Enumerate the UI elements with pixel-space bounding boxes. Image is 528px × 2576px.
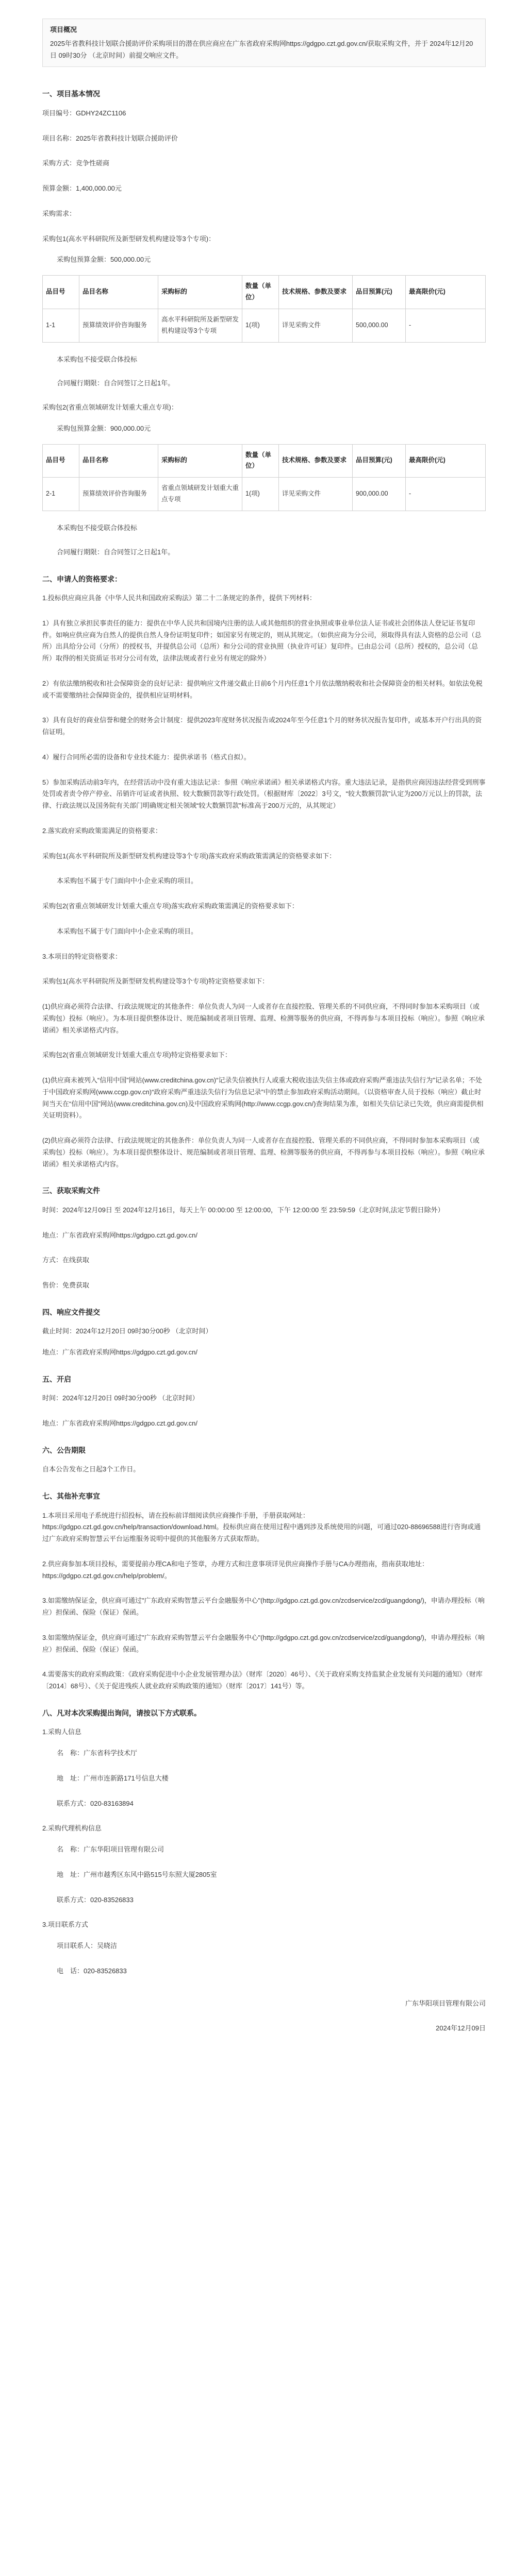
section-notice-period-heading: 六、公告期限 bbox=[42, 1446, 86, 1454]
qualification-p8: 采购包1(高水平科研院所及新型研发机构建设等3个专项)落实政府采购政策需满足的资格要求如下： bbox=[42, 852, 336, 860]
table-header-row bbox=[43, 276, 486, 309]
cell-quantity: 1(项) bbox=[242, 478, 279, 511]
package2-budget: 采购包预算金额：900,000.00元 bbox=[57, 424, 151, 432]
col-item-no: 品目号 bbox=[43, 276, 79, 309]
obtain-price: 售价：免费获取 bbox=[42, 1281, 90, 1289]
package2-table bbox=[42, 444, 486, 512]
cell-budget: 900,000.00 bbox=[353, 478, 406, 511]
section-basic-info-heading: 一、项目基本情况 bbox=[42, 90, 100, 98]
col-spec: 技术规格、参数及要求 bbox=[279, 276, 353, 309]
qualification-p2: 1）具有独立承担民事责任的能力：提供在中华人民共和国境内注册的法人或其他组织的营业执照或事业单位法人证书或社会团体法人登记证书复印件。如响应供应商为自然人的提供自然人身份证明复印件；如国家另有规定的，则从其规定。（如供应商为分公司，须取得具有法人资格的总公司（总所）出具给分公司（分所）的授权书，并提供总公司（总所）和分公司的营业执照（执业许可证）复印件。已由总公司（总所）授权的，总公司（总所）取得的相关资质证书对分公司有效，法律法规或者行业另有规定的除外） bbox=[42, 619, 482, 662]
col-item-name: 品目名称 bbox=[79, 276, 158, 309]
cell-spec: 详见采购文件 bbox=[279, 309, 353, 342]
section-qualification-heading: 二、申请人的资格要求： bbox=[42, 574, 122, 583]
project-contact-title: 3.项目联系方式 bbox=[42, 1921, 88, 1929]
buyer-address: 地 址：广州市连新路171号信息大楼 bbox=[57, 1774, 169, 1782]
package2-no-consortium: 本采购包不接受联合体投标 bbox=[57, 524, 138, 532]
col-item-no: 品目号 bbox=[43, 444, 79, 478]
submission-place: 地点：广东省政府采购网https://gdgpo.czt.gd.gov.cn/ bbox=[42, 1348, 198, 1356]
obtain-place: 地点：广东省政府采购网https://gdgpo.czt.gd.gov.cn/ bbox=[42, 1231, 198, 1239]
buyer-name: 名 称：广东省科学技术厅 bbox=[57, 1749, 138, 1757]
package1-budget: 采购包预算金额：500,000.00元 bbox=[57, 256, 151, 264]
package2-title: 采购包2(省重点领域研发计划重大重点专项)： bbox=[42, 403, 178, 411]
notice-period-text: 自本公告发布之日起3个工作日。 bbox=[42, 1465, 140, 1473]
agent-title: 2.采购代理机构信息 bbox=[42, 1824, 102, 1833]
package1-title: 采购包1(高水平科研院所及新型研发机构建设等3个专项)： bbox=[42, 234, 216, 243]
cell-target: 省重点领域研发计划重大重点专项 bbox=[158, 478, 242, 511]
col-item-name: 品目名称 bbox=[79, 444, 158, 478]
col-budget: 品目预算(元) bbox=[353, 444, 406, 478]
cell-max-price: - bbox=[406, 309, 486, 342]
qualification-p13: 采购包1(高水平科研院所及新型研发机构建设等3个专项)特定资格要求如下： bbox=[42, 977, 269, 986]
overview-text: 2025年省教科技计划联合援助评价采购项目的潜在供应商应在广东省政府采购网https://gdgpo.czt.gd.gov.cn/获取采购文件，并于 2024年12月20日 09时30分 （北京时间）前提交响应文件。 bbox=[50, 39, 473, 59]
qualification-p16: (1)供应商未被列入“信用中国”网站(www.creditchina.gov.cn)“记录失信被执行人或重大税收违法失信主体或政府采购严重违法失信行为”记录名单；不处于中国政府采购网(www.ccgp.gov.cn)“政府采购严重违法失信行为信息记录”中的禁止参加政府采购活动期间。（以资格审查人员于投标（响应）截止时间当天在“信用中国”网站(www.creditchina.gov.cn)及中国政府采购网(http://www.ccgp.gov.cn/)查询结果为准，如相关失信记录已失效，供应商需提供相关证明资料）。 bbox=[42, 1076, 484, 1120]
procurement-requirements: 采购需求： bbox=[42, 209, 76, 217]
package1-no-consortium: 本采购包不接受联合体投标 bbox=[57, 355, 138, 363]
project-contact-person: 项目联系人：吴晓洁 bbox=[57, 1942, 118, 1950]
budget-amount: 预算金额：1,400,000.00元 bbox=[42, 184, 122, 192]
buyer-phone: 联系方式：020-83163894 bbox=[57, 1799, 134, 1807]
qualification-p1: 1.投标供应商应具备《中华人民共和国政府采购法》第二十二条规定的条件，提供下列材料： bbox=[42, 594, 316, 602]
table-row bbox=[43, 478, 486, 511]
procurement-method: 采购方式：竞争性磋商 bbox=[42, 159, 110, 167]
obtain-way: 方式：在线获取 bbox=[42, 1256, 90, 1264]
project-number: 项目编号：GDHY24ZC1106 bbox=[42, 109, 126, 117]
project-contact-phone: 电 话：020-83526833 bbox=[57, 1967, 127, 1975]
qualification-p7: 2.落实政府采购政策需满足的资格要求： bbox=[42, 826, 162, 835]
col-budget: 品目预算(元) bbox=[353, 276, 406, 309]
buyer-title: 1.采购人信息 bbox=[42, 1728, 81, 1736]
col-spec: 技术规格、参数及要求 bbox=[279, 444, 353, 478]
cell-item-name: 预算绩效评价咨询服务 bbox=[79, 478, 158, 511]
footer-date: 2024年12月09日 bbox=[436, 2024, 486, 2032]
agent-address: 地 址：广州市越秀区东风中路515号东照大厦2805室 bbox=[57, 1870, 217, 1878]
section-contact-heading: 八、凡对本次采购提出询问，请按以下方式联系。 bbox=[42, 1708, 201, 1717]
qualification-p10: 采购包2(省重点领域研发计划重大重点专项)落实政府采购政策需满足的资格要求如下： bbox=[42, 902, 299, 910]
package1-contract-term: 合同履行期限：自合同签订之日起1年。 bbox=[57, 379, 175, 387]
qualification-p3: 2）有依法缴纳税收和社会保障资金的良好记录：提供响应文件递交截止日前6个月内任意1个月依法缴纳税收和社会保障资金的相关材料。如依法免税或不需要缴纳社会保障资金的，提供相应证明材料。 bbox=[42, 679, 483, 699]
qualification-p9: 本采购包不属于专门面向中小企业采购的项目。 bbox=[57, 877, 198, 885]
cell-item-no: 2-1 bbox=[43, 478, 79, 511]
agent-phone: 联系方式：020-83526833 bbox=[57, 1895, 134, 1904]
footer-organization: 广东华阳项目管理有限公司 bbox=[405, 1999, 486, 2007]
qualification-p6: 5）参加采购活动前3年内，在经营活动中没有重大违法记录：参照《响应承诺函》相关承诺格式内容。重大违法记录，是指供应商因违法经营受到刑事处罚或者责令停产停业、吊销许可证或者执照、较大数额罚款等行政处罚。（根据财库〔2022〕3号文，“较大数额罚款”认定为200万元以上的罚款，法律、行政法规以及国务院有关部门明确规定相关领域“较大数额罚款”标准高于200万元的，从其规定） bbox=[42, 778, 486, 809]
other-p1: 1.本项目采用电子系统进行招投标，请在投标前详细阅读供应商操作手册，手册获取网址：https://gdgpo.czt.gd.gov.cn/help/transaction/download.html。投标供应商在使用过程中遇到涉及系统使用的问题，可通过020-88696588进行咨询或通过广东政府采购智慧云平台运维服务说明中提供的其他服务方式获取帮助。 bbox=[42, 1511, 481, 1543]
other-p5: 4.需要落实的政府采购政策：《政府采购促进中小企业发展管理办法》（财库〔2020〕46号）、《关于政府采购支持监狱企业发展有关问题的通知》（财库〔2014〕68号）、《关于促进残疾人就业政府采购政策的通知》（财库〔2017〕141号）等。 bbox=[42, 1670, 483, 1690]
package1-table bbox=[42, 275, 486, 343]
cell-spec: 详见采购文件 bbox=[279, 478, 353, 511]
obtain-time: 时间：2024年12月09日 至 2024年12月16日，每天上午 00:00:00 至 12:00:00，下午 12:00:00 至 23:59:59（北京时间,法定节假日除外） bbox=[42, 1206, 444, 1214]
col-quantity: 数量（单位） bbox=[242, 276, 279, 309]
qualification-p15: 采购包2(省重点领域研发计划重大重点专项)特定资格要求如下： bbox=[42, 1051, 232, 1059]
cell-item-name: 预算绩效评价咨询服务 bbox=[79, 309, 158, 342]
cell-item-no: 1-1 bbox=[43, 309, 79, 342]
col-target: 采购标的 bbox=[158, 444, 242, 478]
qualification-p14: (1)供应商必须符合法律、行政法规规定的其他条件：单位负责人为同一人或者存在直接控股、管理关系的不同供应商，不得同时参加本采购项目（或采购包）投标（响应）。为本项目提供整体设计、规范编制或者项目管理、监理、检测等服务的供应商，不得再参与本项目投标（响应）。参照《响应承诺函》相关承诺格式内容。 bbox=[42, 1003, 485, 1034]
qualification-p11: 本采购包不属于专门面向中小企业采购的项目。 bbox=[57, 927, 198, 935]
cell-quantity: 1(项) bbox=[242, 309, 279, 342]
announcement-content bbox=[42, 19, 486, 2035]
other-p2: 2.供应商参加本项目投标，需要提前办理CA和电子签章，办理方式和注意事项详见供应商操作手册与CA办理指南，指南获取地址：https://gdgpo.czt.gd.gov.cn/help/problem/。 bbox=[42, 1560, 428, 1580]
opening-time: 时间：2024年12月20日 09时30分00秒 （北京时间） bbox=[42, 1394, 199, 1402]
other-p3: 3.如需缴纳保证金，供应商可通过"广东政府采购智慧云平台金融服务中心"(http://gdgpo.czt.gd.gov.cn/zcdservice/zcd/guangdong/)，申请办理投标（响应）担保函、保险（保证）保函。 bbox=[42, 1597, 485, 1616]
section-opening-heading: 五、开启 bbox=[42, 1375, 71, 1383]
project-overview-box bbox=[42, 19, 486, 67]
package2-contract-term: 合同履行期限：自合同签订之日起1年。 bbox=[57, 548, 175, 556]
section-submission-heading: 四、响应文件提交 bbox=[42, 1308, 100, 1316]
qualification-p12: 3.本项目的特定资格要求： bbox=[42, 952, 122, 960]
project-name: 项目名称：2025年省教科技计划联合援助评价 bbox=[42, 134, 178, 142]
section-other-matters-heading: 七、其他补充事宜 bbox=[42, 1492, 100, 1500]
agent-name: 名 称：广东华阳项目管理有限公司 bbox=[57, 1845, 164, 1853]
col-quantity: 数量（单位） bbox=[242, 444, 279, 478]
overview-title: 项目概况 bbox=[50, 26, 77, 33]
table-row bbox=[43, 309, 486, 342]
submission-deadline: 截止时间：2024年12月20日 09时30分00秒 （北京时间） bbox=[42, 1327, 212, 1335]
col-max-price: 最高限价(元) bbox=[406, 276, 486, 309]
cell-target: 高水平科研院所及新型研发机构建设等3个专项 bbox=[158, 309, 242, 342]
other-p4: 3.如需缴纳保证金，供应商可通过"广东政府采购智慧云平台金融服务中心"(http://gdgpo.czt.gd.gov.cn/zcdservice/zcd/guangdong/)，申请办理投标（响应）担保函、保险（保证）保函。 bbox=[42, 1633, 485, 1653]
table-header-row bbox=[43, 444, 486, 478]
qualification-p17: (2)供应商必须符合法律、行政法规规定的其他条件：单位负责人为同一人或者存在直接控股、管理关系的不同供应商，不得同时参加本采购项目（或采购包）投标（响应）。为本项目提供整体设计、规范编制或者项目管理、监理、检测等服务的供应商，不得再参与本项目投标（响应）。参照《响应承诺函》相关承诺格式内容。 bbox=[42, 1137, 485, 1168]
cell-max-price: - bbox=[406, 478, 486, 511]
section-obtain-docs-heading: 三、获取采购文件 bbox=[42, 1187, 100, 1195]
col-max-price: 最高限价(元) bbox=[406, 444, 486, 478]
cell-budget: 500,000.00 bbox=[353, 309, 406, 342]
col-target: 采购标的 bbox=[158, 276, 242, 309]
qualification-p4: 3）具有良好的商业信誉和健全的财务会计制度：提供2023年度财务状况报告或2024年至今任意1个月的财务状况报告复印件，或基本开户行出具的资信证明。 bbox=[42, 716, 482, 736]
qualification-p5: 4）履行合同所必需的设备和专业技术能力：提供承诺书（格式自拟）。 bbox=[42, 753, 251, 761]
opening-place: 地点：广东省政府采购网https://gdgpo.czt.gd.gov.cn/ bbox=[42, 1419, 198, 1427]
